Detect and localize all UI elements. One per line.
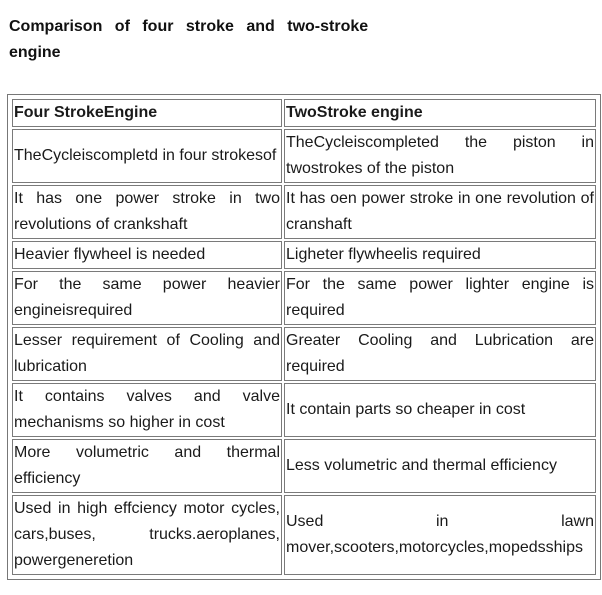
comparison-table-frame — [7, 94, 601, 580]
cell-four-stroke: It contains valves and valve mechanisms so higher in cost — [12, 383, 282, 437]
cell-four-stroke: TheCycleiscompletd in four strokesof — [12, 129, 282, 183]
table-row — [12, 129, 596, 183]
cell-four-stroke: For the same power heavier engineisrequired — [12, 271, 282, 325]
cell-two-stroke: Greater Cooling and Lubrication are required — [284, 327, 596, 381]
cell-four-stroke: More volumetric and thermal efficiency — [12, 439, 282, 493]
cell-two-stroke: Less volumetric and thermal efficiency — [284, 439, 596, 493]
page-title: Comparison of four stroke and two-stroke engine — [9, 18, 369, 61]
table-row — [12, 185, 596, 239]
table-row — [12, 271, 596, 325]
cell-four-stroke: Lesser requirement of Cooling and lubrication — [12, 327, 282, 381]
table-header-row — [12, 99, 596, 127]
table-row — [12, 495, 596, 575]
cell-two-stroke: TheCycleiscompleted the piston in twostrokes of the piston — [284, 129, 596, 183]
comparison-table — [10, 97, 598, 577]
cell-four-stroke: Used in high effciency motor cycles, cars,buses, trucks.aeroplanes, powergeneretion — [12, 495, 282, 575]
cell-two-stroke: Used in lawn mover,scooters,motorcycles,mopedsships — [284, 495, 596, 575]
cell-two-stroke: Ligheter flywheelis required — [284, 241, 596, 269]
cell-two-stroke: For the same power lighter engine is required — [284, 271, 596, 325]
header-four-stroke: Four StrokeEngine — [12, 99, 282, 127]
table-row — [12, 327, 596, 381]
table-row — [12, 383, 596, 437]
cell-two-stroke: It has oen power stroke in one revolution of cranshaft — [284, 185, 596, 239]
cell-two-stroke: It contain parts so cheaper in cost — [284, 383, 596, 437]
header-two-stroke: TwoStroke engine — [284, 99, 596, 127]
cell-four-stroke: It has one power stroke in two revolutions of crankshaft — [12, 185, 282, 239]
table-row — [12, 241, 596, 269]
table-row — [12, 439, 596, 493]
cell-four-stroke: Heavier flywheel is needed — [12, 241, 282, 269]
